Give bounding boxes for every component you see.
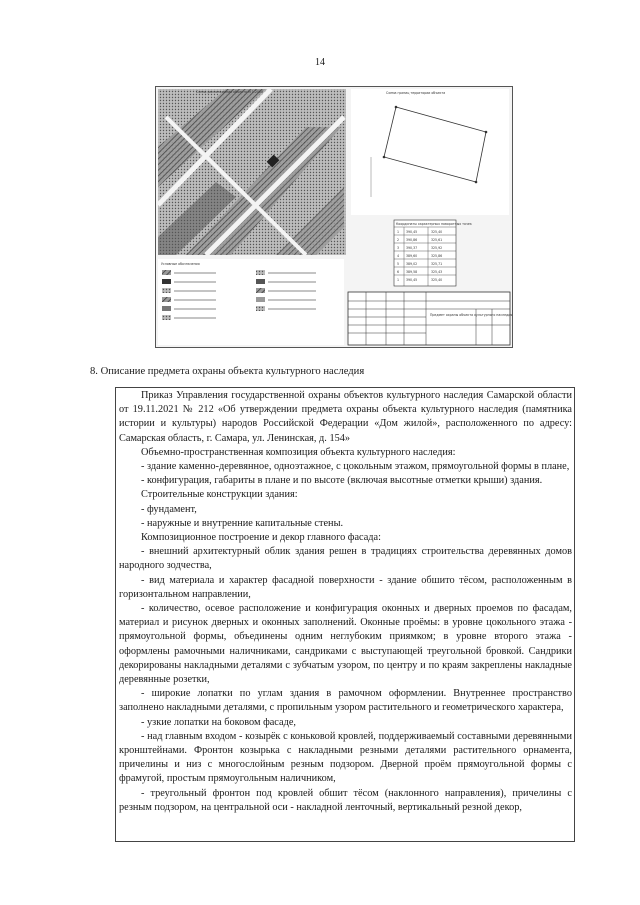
paragraph: - широкие лопатки по углам здания в рамочном оформлении. Внутреннее пространство заполнено накладными деталями, с пропильным узором растительного и геометрического характера, — [119, 688, 572, 714]
page-number: 14 — [315, 57, 325, 68]
paragraph: Приказ Управления государственной охраны объектов культурного наследия Самарской области от 19.11.2021 № 212 «Об утверждении предмета охраны объекта культурного наследия (памятника истории и культуры) народов Российской Федерации «Дом жилой», расположенного по адресу: Самарская область, г. Самара, ул. Ленинская, д. 154» — [119, 390, 572, 444]
protection-subject-text-box — [115, 387, 575, 842]
paragraph: Объемно-пространственная композиция объекта культурного наследия: — [141, 446, 456, 458]
coord-cell: 325,92 — [431, 246, 443, 250]
paragraph: - над главным входом - козырёк с коньковой кровлей, поддерживаемый составными деревянными кронштейнами. Фронтон козырька с накладными резными деталями растительного орнамента, причелины и низ с многослойным резным подзором. Дверной проём прямоугольной формы с фрамугой, простым прямоугольным наличником, — [119, 730, 572, 785]
aerial-map-panel — [158, 89, 346, 255]
paragraph: - узкие лопатки на боковом фасаде, — [141, 716, 296, 728]
paragraph: - вид материала и характер фасадной поверхности - здание обшито тёсом, расположенным в горизонтальном направлении, — [119, 574, 572, 600]
paragraph: - здание каменно-деревянное, одноэтажное, с цокольным этажом, прямоугольной формы в плане, — [141, 461, 570, 473]
coord-cell: 325,40 — [431, 278, 443, 282]
coord-cell: 390,86 — [406, 238, 418, 242]
coord-cell: 2 — [397, 238, 400, 242]
coord-cell: 325,40 — [431, 230, 443, 234]
coord-cell: 325,71 — [431, 262, 443, 266]
paragraph: - фундамент, — [141, 503, 197, 515]
paragraph: - треугольный фронтон под кровлей обшит тёсом (наклонного направления), причелины с резным подзором, на центральной оси - накладной ленточный, вертикальный резной декор, — [119, 787, 572, 813]
coord-cell: 4 — [397, 254, 400, 258]
paragraph: - количество, осевое расположение и конфигурация оконных и дверных проемов по фасадам, материал и рисунок дверных и оконных заполнений. Оконные проёмы: в уровне цокольного этажа - прямоугольной формы, объединены одним неглубоким приямком; в уровне второго этажа - оформлены рамочными наличниками, сандриками с выступающей треугольной бровкой. Сандрики декорированы накладными деталями с зубчатым узором, по центру и по краям закреплены накладные деревянные розетки, — [119, 603, 572, 686]
paragraph: - наружные и внутренние капитальные стены. — [141, 517, 344, 529]
coord-cell: 389,58 — [406, 270, 418, 274]
coord-cell: 390,45 — [406, 230, 418, 234]
paragraph: Композиционное построение и декор главного фасада: — [141, 532, 381, 544]
coord-cell: 390,37 — [406, 246, 418, 250]
title-block-stamp — [348, 292, 512, 345]
coord-cell: 6 — [397, 270, 400, 274]
map-caption-right: Схема границ территории объекта — [386, 91, 446, 95]
coord-cell: 389,02 — [406, 262, 418, 266]
stamp-title: Предмет охраны объекта культурного наследия — [430, 313, 512, 317]
map-sheet — [155, 86, 513, 348]
coordinates-table — [394, 220, 472, 286]
coord-cell: 1 — [397, 278, 400, 282]
paragraph: - внешний архитектурный облик здания решен в традициях строительства деревянных домов народного зодчества, — [119, 546, 572, 572]
coord-cell: 325,43 — [431, 270, 443, 274]
coord-cell: 389,60 — [406, 254, 418, 258]
map-caption-left: Схема расположения объекта М 1:2000 — [196, 90, 263, 94]
coord-cell: 3 — [397, 246, 400, 250]
coord-cell: 5 — [397, 262, 400, 266]
coords-title: Координаты характерных поворотных точек — [396, 222, 472, 226]
boundary-scheme — [351, 89, 509, 215]
coord-cell: 1 — [397, 230, 400, 234]
legend-title: Условные обозначения — [161, 262, 200, 266]
map-legend — [158, 259, 344, 345]
section-heading: 8. Описание предмета охраны объекта культурного наследия — [90, 366, 365, 377]
coord-cell: 325,86 — [431, 254, 443, 258]
cadastral-map-graphic — [156, 87, 512, 347]
paragraph: - конфигурация, габариты в плане и по высоте (включая высотные отметки крыши) здания. — [141, 475, 543, 487]
coord-cell: 390,45 — [406, 278, 418, 282]
coord-cell: 325,61 — [431, 238, 443, 242]
paragraph: Строительные конструкции здания: — [141, 489, 298, 501]
